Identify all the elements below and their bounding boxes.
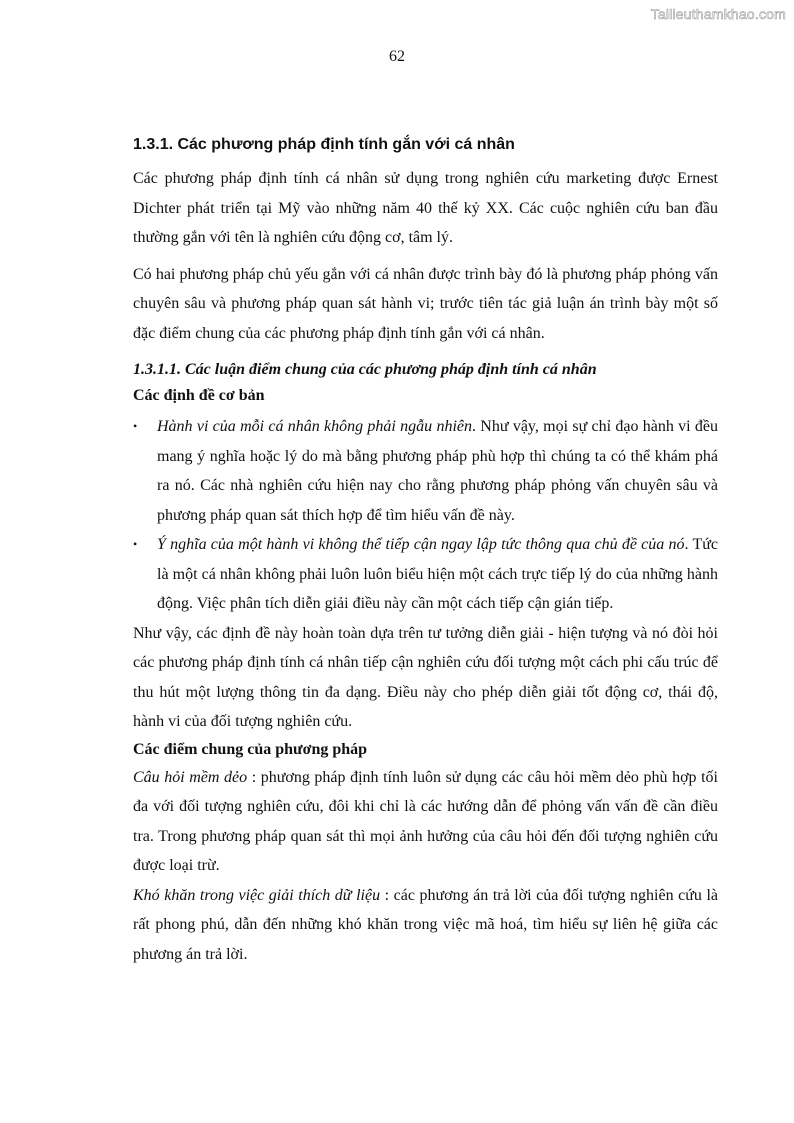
section-paragraph-2: Có hai phương pháp chủ yếu gắn với cá nhân được trình bày đó là phương pháp phỏng vấn chuyên sâu và phương pháp quan sát hành vi; trước tiên tác giả luận án trình bày một số đặc điểm chung của các phương pháp định tính gắn với cá nhân. bbox=[133, 265, 718, 342]
common-point-text: : phương pháp định tính luôn sử dụng các câu hỏi mềm dẻo phù hợp tối đa với đối tượng nghiên cứu, đôi khi chỉ là các hướng dẫn để phỏng vấn vấn đề cần điều tra. Trong phương pháp quan sát thì mọi ảnh hưởng của câu hỏi đến đối tượng nghiên cứu được loại trừ. bbox=[133, 768, 718, 874]
summary-paragraph: Như vậy, các định đề này hoàn toàn dựa trên tư tưởng diễn giải - hiện tượng và nó đòi hỏi các phương pháp định tính cá nhân tiếp cận nghiên cứu đối tượng một cách phi cấu trúc để thu hút một lượng thông tin đa dạng. Điều này cho phép diễn giải tốt động cơ, thái độ, hành vi của đối tượng nghiên cứu. bbox=[133, 624, 718, 730]
watermark: Tailieuthamkhao.com bbox=[650, 6, 786, 22]
list-item bbox=[133, 412, 718, 530]
common-point-title: Câu hỏi mềm dẻo bbox=[133, 768, 248, 786]
list-item bbox=[133, 530, 718, 619]
section-paragraph-1: Các phương pháp định tính cá nhân sử dụng trong nghiên cứu marketing được Ernest Dichter phát triển tại Mỹ vào những năm 40 thế kỷ XX. Các cuộc nghiên cứu ban đầu thường gắn với tên là nghiên cứu động cơ, tâm lý. bbox=[133, 170, 718, 246]
common-points-heading: Các điểm chung của phương pháp bbox=[133, 740, 368, 758]
bullet-icon: • bbox=[133, 419, 138, 433]
common-point-text: : các phương án trả lời của đối tượng nghiên cứu là rất phong phú, dẫn đến những khó khăn trong việc mã hoá, tìm hiểu sự liên hệ giữa các phương án trả lời. bbox=[133, 886, 719, 963]
document-body bbox=[133, 134, 718, 969]
postulate-text: . Tức là một cá nhân không phải luôn luôn biểu hiện một cách trực tiếp lý do của những hành động. Việc phân tích diễn giải điều này cần một cách tiếp cận gián tiếp. bbox=[157, 536, 718, 612]
postulate-title: Hành vi của mỗi cá nhân không phải ngẫu nhiên bbox=[157, 418, 473, 435]
bullet-icon: • bbox=[133, 537, 138, 551]
postulate-text: . Như vậy, mọi sự chỉ đạo hành vi đều mang ý nghĩa hoặc lý do mà bằng phương pháp phù hợp thì chúng ta có thể khám phá ra nó. Các nhà nghiên cứu hiện nay cho rằng phương pháp phỏng vấn chuyên sâu và phương pháp quan sát thích hợp để tìm hiểu vấn đề này. bbox=[157, 418, 719, 524]
common-point-title: Khó khăn trong việc giải thích dữ liệu bbox=[133, 886, 381, 904]
common-point-paragraph bbox=[133, 881, 718, 970]
postulate-list bbox=[133, 412, 718, 619]
section-heading: 1.3.1. Các phương pháp định tính gắn với cá nhân bbox=[133, 136, 515, 153]
common-point-paragraph bbox=[133, 763, 718, 881]
postulate-title: Ý nghĩa của một hành vi không thể tiếp cận ngay lập tức thông qua chủ đề của nó bbox=[157, 536, 685, 553]
page-number: 62 bbox=[389, 48, 405, 65]
basic-postulates-heading: Các định đề cơ bản bbox=[133, 387, 265, 404]
subsection-heading: 1.3.1.1. Các luận điểm chung của các phương pháp định tính cá nhân bbox=[133, 361, 597, 378]
